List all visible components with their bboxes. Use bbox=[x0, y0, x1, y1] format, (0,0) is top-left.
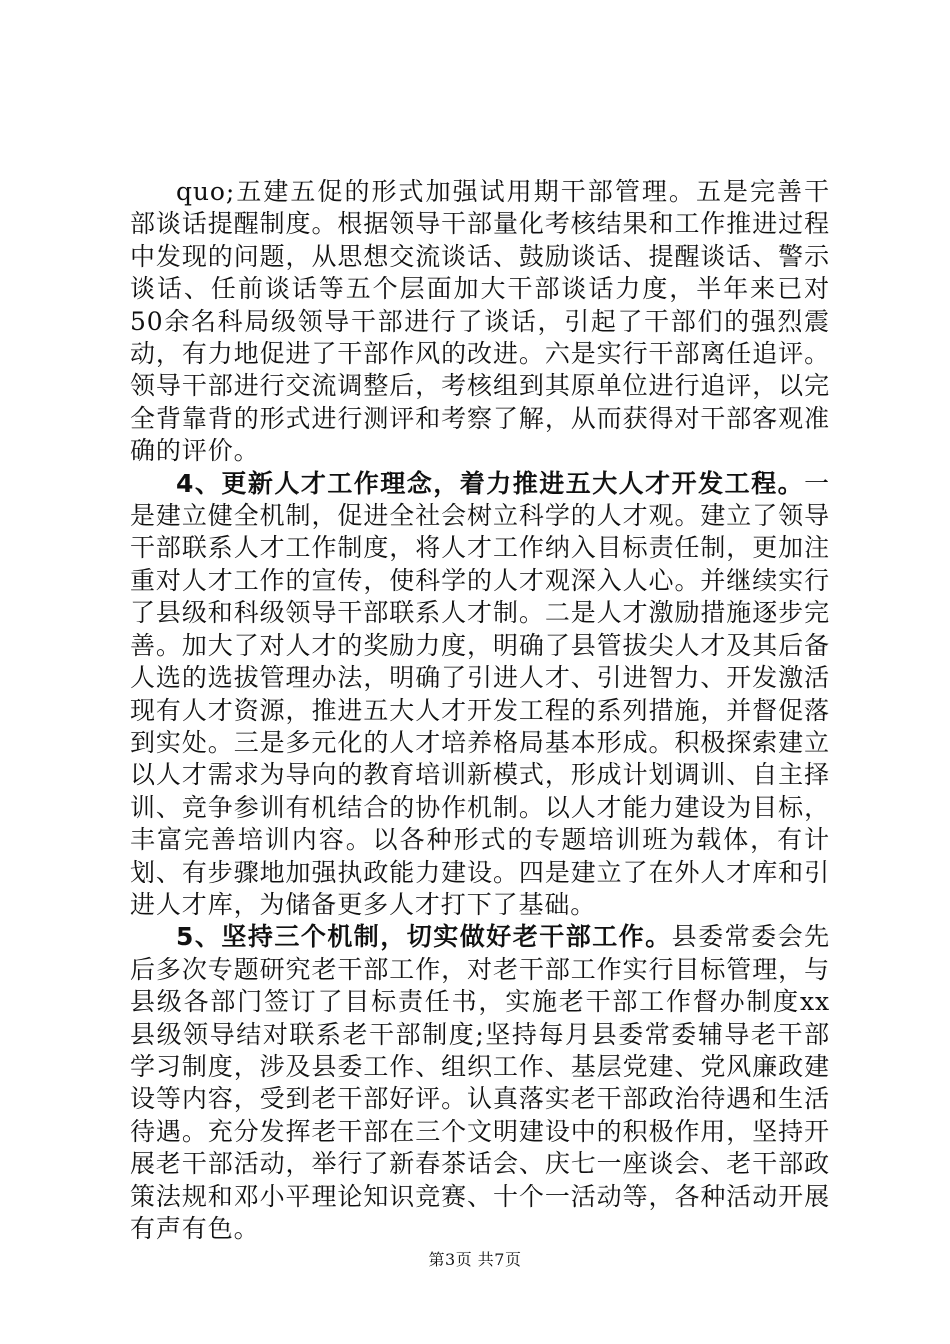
paragraph-cadre-management bbox=[130, 176, 830, 468]
paragraph-lead: 5、坚持三个机制，切实做好老干部工作。 bbox=[176, 922, 672, 952]
paragraph-text: 县委常委会先后多次专题研究老干部工作，对老干部工作实行目标管理，与县级各部门签订了目标责任书，实施老干部工作督办制度xx县级领导结对联系老干部制度;坚持每月县委常委辅导老干部学习制度，涉及县委工作、组织工作、基层党建、党风廉政建设等内容，受到老干部好评。认真落实老干部政治待遇和生活待遇。充分发挥老干部在三个文明建设中的积极作用，坚持开展老干部活动，举行了新春茶话会、庆七一座谈会、老干部政策法规和邓小平理论知识竞赛、十个一活动等，各种活动开展有声有色。 bbox=[130, 922, 830, 1243]
paragraph-talent-engineering bbox=[130, 468, 830, 922]
document-body bbox=[130, 176, 830, 1245]
page-footer bbox=[0, 1247, 950, 1270]
paragraph-veteran-cadres bbox=[130, 921, 830, 1245]
paragraph-text: 一是建立健全机制，促进全社会树立科学的人才观。建立了领导干部联系人才工作制度，将人才工作纳入目标责任制，更加注重对人才工作的宣传，使科学的人才观深入人心。并继续实行了县级和科级领导干部联系人才制。二是人才激励措施逐步完善。加大了对人才的奖励力度，明确了县管拔尖人才及其后备人选的选拔管理办法，明确了引进人才、引进智力、开发激活现有人才资源，推进五大人才开发工程的系列措施，并督促落到实处。三是多元化的人才培养格局基本形成。积极探索建立以人才需求为导向的教育培训新模式，形成计划调训、自主择训、竞争参训有机结合的协作机制。以人才能力建设为目标，丰富完善培训内容。以各种形式的专题培训班为载体，有计划、有步骤地加强执政能力建设。四是建立了在外人才库和引进人才库，为储备更多人才打下了基础。 bbox=[130, 468, 830, 919]
paragraph-lead: 4、更新人才工作理念，着力推进五大人才开发工程。 bbox=[176, 468, 805, 498]
page-number: 第3页 共7页 bbox=[428, 1250, 522, 1269]
paragraph-text: quo;五建五促的形式加强试用期干部管理。五是完善干部谈话提醒制度。根据领导干部量化考核结果和工作推进过程中发现的问题，从思想交流谈话、鼓励谈话、提醒谈话、警示谈话、任前谈话等五个层面加大干部谈话力度，半年来已对50余名科局级领导干部进行了谈话，引起了干部们的强烈震动，有力地促进了干部作风的改进。六是实行干部离任追评。领导干部进行交流调整后，考核组到其原单位进行追评，以完全背靠背的形式进行测评和考察了解，从而获得对干部客观准确的评价。 bbox=[130, 177, 830, 466]
